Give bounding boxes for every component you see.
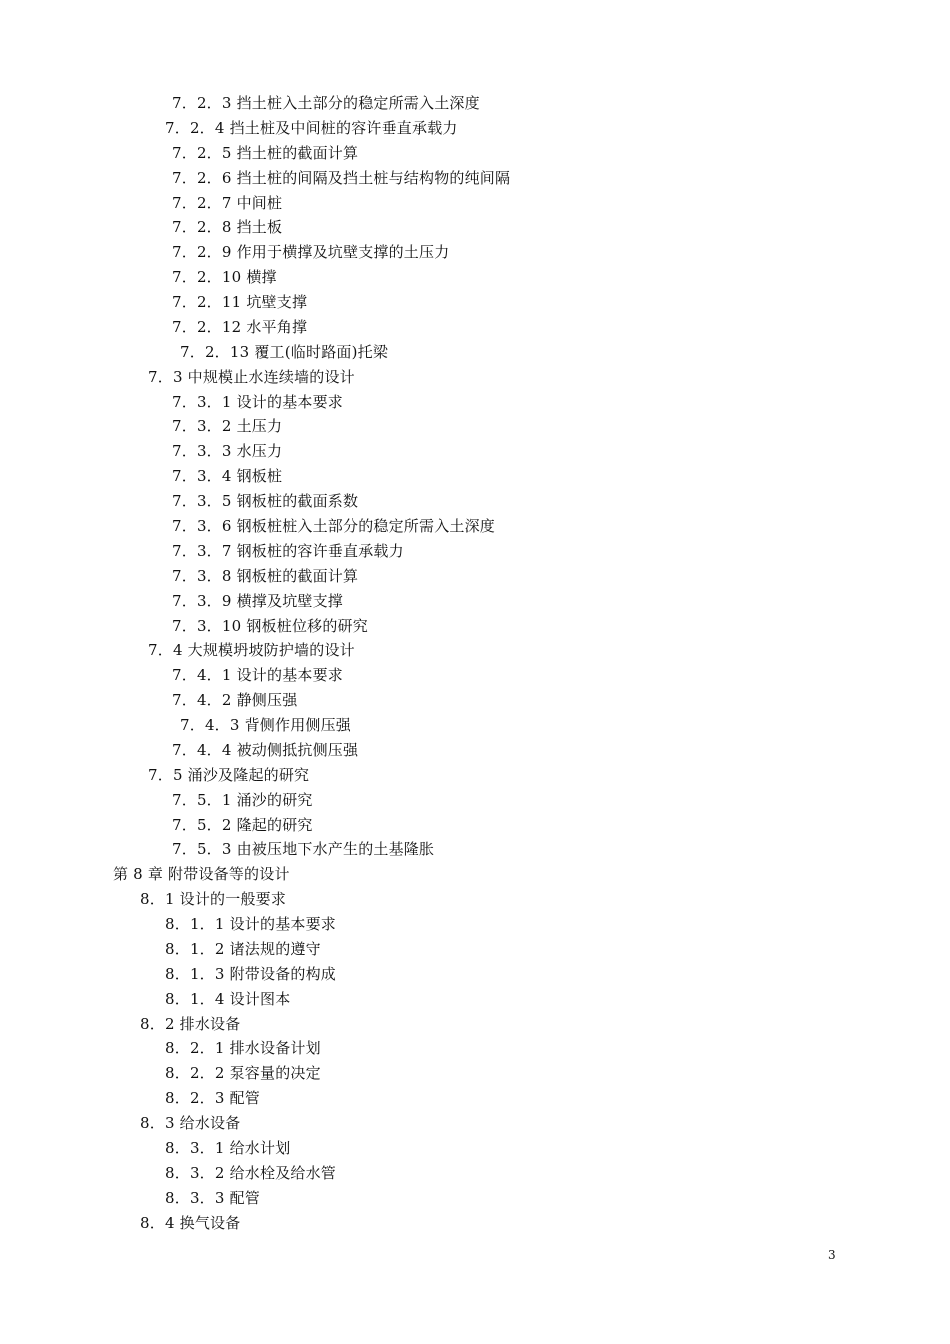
toc-entry: 8．3．3 配管 [165,1188,260,1207]
toc-entry: 7．3．7 钢板桩的容许垂直承载力 [172,541,404,560]
toc-entry: 8．2．3 配管 [165,1089,260,1108]
toc-entry: 7．3．4 钢板桩 [172,467,283,486]
toc-entry: 第 8 章 附带设备等的设计 [113,865,290,884]
toc-entry: 8．1．1 设计的基本要求 [165,915,336,933]
toc-entry: 8．4 换气设备 [140,1213,241,1232]
toc-entry: 7．4．1 设计的基本要求 [172,666,343,685]
toc-entry: 7．3．6 钢板桩桩入土部分的稳定所需入土深度 [172,517,496,535]
toc-entry: 7．2．11 坑壁支撑 [172,293,308,311]
toc-entry: 7．3．3 水压力 [172,442,283,461]
toc-entry: 7．2．10 横撑 [172,268,277,287]
toc-entry: 7．2．9 作用于横撑及坑壁支撑的土压力 [172,243,450,262]
toc-entry: 7．4．2 静侧压强 [172,691,298,710]
toc-entry: 7．5．1 涌沙的研究 [172,790,313,809]
toc-entry: 7．2．3 挡土桩入土部分的稳定所需入土深度 [172,94,480,112]
toc-entry: 8．2 排水设备 [140,1014,241,1033]
toc-entry: 7．3 中规模止水连续墙的设计 [148,367,355,386]
toc-entry: 8．2．1 排水设备计划 [165,1039,321,1058]
toc-entry: 7．2．6 挡土桩的间隔及挡土桩与结构物的纯间隔 [172,168,511,187]
toc-entry: 7．2．8 挡土板 [172,218,283,237]
toc-entry: 7．2．4 挡土桩及中间桩的容许垂直承载力 [165,118,458,137]
toc-entry: 7．2．12 水平角撑 [172,317,308,336]
toc-entry: 7．3．9 横撑及坑壁支撑 [172,591,343,610]
toc-entry: 8．3 给水设备 [140,1114,241,1133]
toc-entry: 8．1．4 设计图本 [165,989,291,1008]
toc-entry: 7．5．3 由被压地下水产生的土基隆胀 [172,840,435,859]
toc-entry: 7．2．13 覆工(临时路面)托梁 [180,342,389,361]
toc-entry: 8．1 设计的一般要求 [140,890,287,909]
toc-entry: 7．2．7 中间桩 [172,193,283,212]
toc-entry: 7．4．3 背侧作用侧压强 [180,716,351,734]
toc-entry: 8．3．2 给水栓及给水管 [165,1163,336,1182]
toc-entry: 7．4．4 被动侧抵抗侧压强 [172,740,359,759]
toc-entry: 7．3．10 钢板桩位移的研究 [172,616,368,635]
toc-entry: 7．5 涌沙及隆起的研究 [148,765,310,784]
toc-entry: 7．3．1 设计的基本要求 [172,392,343,411]
toc-entry: 8．1．2 诸法规的遵守 [165,939,321,958]
toc-entry: 7．3．5 钢板桩的截面系数 [172,492,359,511]
toc-entry: 7．4 大规模坍坡防护墙的设计 [148,641,355,660]
toc-entry: 7．2．5 挡土桩的截面计算 [172,143,359,162]
toc-entry: 7．5．2 隆起的研究 [172,815,313,834]
page-number: 3 [828,1248,836,1262]
toc-entry: 7．3．8 钢板桩的截面计算 [172,566,359,585]
toc-entry: 8．2．2 泵容量的决定 [165,1064,321,1083]
toc-entry: 8．3．1 给水计划 [165,1139,291,1157]
toc-entry: 8．1．3 附带设备的构成 [165,964,336,983]
toc-entry: 7．3．2 土压力 [172,417,283,436]
